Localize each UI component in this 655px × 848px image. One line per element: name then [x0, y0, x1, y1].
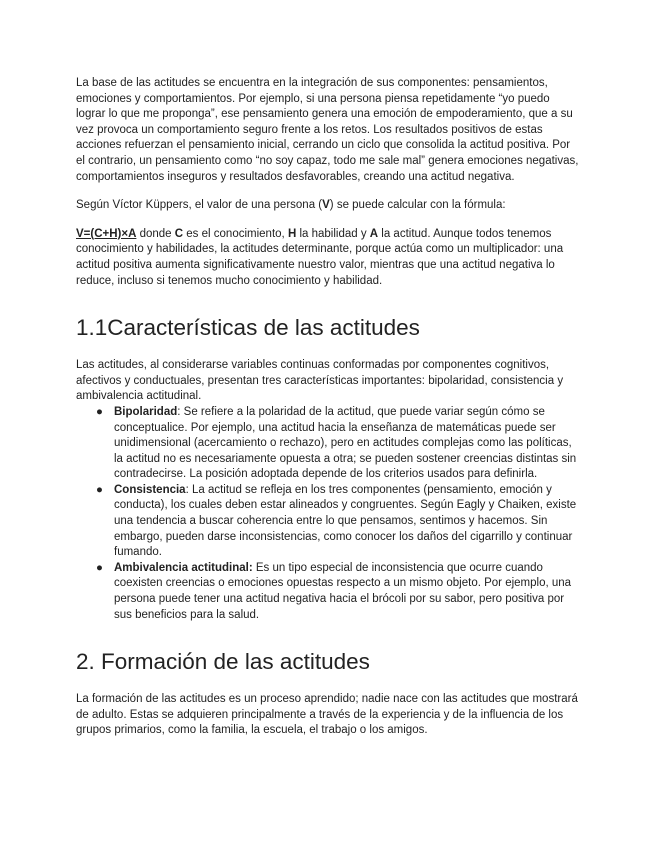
text-consistencia: : La actitud se refleja en los tres componentes (pensamiento, emoción y conducta), los cuales deben estar alineados y congruentes. Según Eagly y Chaiken, existe una tendencia a buscar coherencia entre lo que pensamos, sentimos y hacemos. Sin embargo, pueden darse inconsistencias, como conocer los daños del cigarrillo y continuar fumando. — [114, 483, 577, 559]
kuppers-text-end: ) se puede calcular con la fórmula: — [329, 199, 506, 212]
formation-paragraph: La formación de las actitudes es un proceso aprendido; nadie nace con las actitudes que mostrará de adulto. Estas se adquieren principalmente a través de la experiencia y de la influencia de los grupos primarios, como la familia, la escuela, el trabajo o los amigos. — [76, 693, 578, 737]
list-item-bipolaridad — [96, 405, 580, 483]
formula-text: es el conocimiento, — [183, 227, 288, 240]
kuppers-paragraph — [76, 198, 580, 214]
bullet-icon: ● — [96, 405, 103, 418]
term-consistencia: Consistencia — [114, 483, 186, 496]
term-ambivalencia: Ambivalencia actitudinal: — [114, 561, 253, 574]
formula-letter-h: H — [287, 227, 297, 240]
term-bipolaridad: Bipolaridad — [114, 405, 178, 418]
intro-paragraph: La base de las actitudes se encuentra en la integración de sus componentes: pensamientos, emociones y comportamientos. Por ejemplo, si una persona piensa repetidamente “yo puedo lograr lo que me proponga”, ese pensamiento genera una emoción de empoderamiento, que a su vez provoca un comportamiento seguro frente a los retos. Los resultados positivos de estas acciones refuerzan el pensamiento inicial, cerrando un ciclo que consolida la actitud positiva. Por el contrario, un pensamiento como “no soy capaz, todo me sale mal” genera emociones negativas, comportamientos inseguros y resultados desfavorables, creando una actitud negativa. — [76, 77, 579, 183]
formula-text: la habilidad y — [296, 227, 370, 240]
section-heading-characteristics: 1.1Características de las actitudes — [76, 315, 420, 341]
characteristics-intro: Las actitudes, al considerarse variables continuas conformadas por componentes cognitivos, afectivos y conductuales, presentan tres características importantes: bipolaridad, consistencia y ambivalencia actitudinal. — [76, 359, 564, 403]
formula-text: la actitud. Aunque todos tenemos conocimiento y habilidades, la actitudes determinante, porque actúa como un multiplicador: una actitud positiva aumenta significativamente nuestro valor, mientras que una actitud negativa lo reduce, incluso si tenemos mucho conocimiento y habilidad. — [76, 227, 564, 287]
list-item-consistencia — [96, 483, 580, 561]
characteristics-list — [76, 405, 580, 623]
text-bipolaridad: : Se refiere a la polaridad de la actitud, que puede variar según cómo se conceptualice. Por ejemplo, una actitud hacia la enseñanza de matemáticas puede ser unidimensional (acercamiento o rechazo), pero en actitudes complejas como las políticas, la actitud no es necesariamente opuesta a otra; se pueden sostener creencias distintas sin contradecirse. La posición adoptada depende de los criterios usados para definirla. — [114, 405, 577, 481]
list-item-ambivalencia — [96, 561, 580, 623]
formula-paragraph — [76, 227, 580, 289]
formula-letter-c: C — [174, 227, 184, 240]
formula: V=(C+H)×A — [76, 227, 137, 240]
value-letter: V — [322, 199, 330, 212]
bullet-icon: ● — [96, 561, 103, 574]
document-body — [76, 76, 580, 739]
bullet-icon: ● — [96, 483, 103, 496]
section-heading-formation: 2. Formación de las actitudes — [76, 649, 370, 675]
kuppers-text-start: Según Víctor Küppers, el valor de una persona ( — [76, 199, 323, 212]
text-ambivalencia: Es un tipo especial de inconsistencia que ocurre cuando coexisten creencias o emociones opuestas respecto a un mismo objeto. Por ejemplo, una persona puede tener una actitud negativa hacia el brócoli por su sabor, pero positiva por sus beneficios para la salud. — [114, 561, 572, 621]
formula-letter-a: A — [369, 227, 379, 240]
formula-text: donde — [136, 227, 175, 240]
